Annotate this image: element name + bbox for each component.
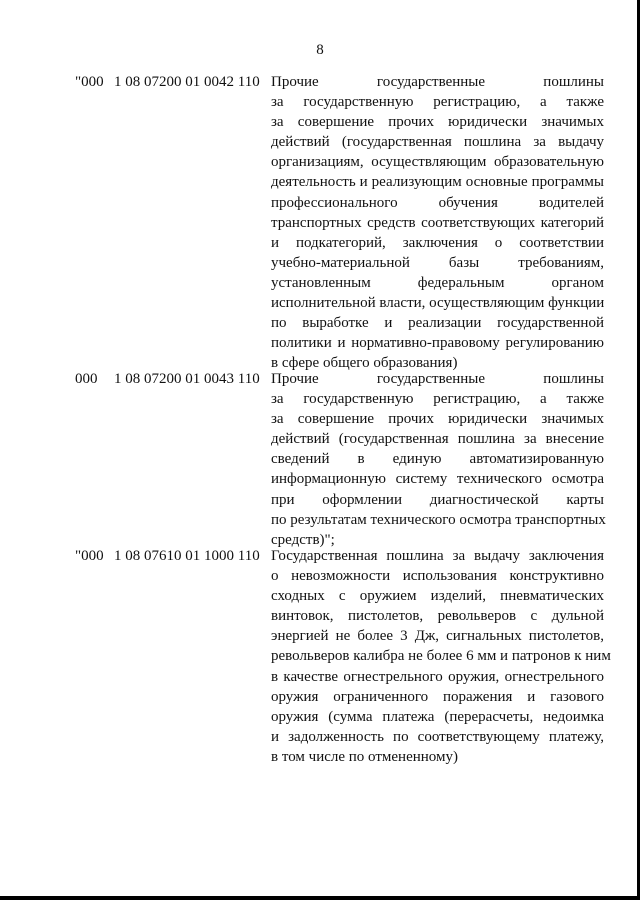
description-line: в качестве огнестрельного оружия, огнестрельного xyxy=(271,668,604,685)
revenue-description xyxy=(271,369,604,550)
description-line: за совершение прочих юридически значимых xyxy=(271,114,604,131)
description-line: исполнительной власти, осуществляющим функции xyxy=(271,295,605,312)
description-line: за совершение прочих юридически значимых xyxy=(271,411,604,428)
budget-classification-code: 1 08 07610 01 1000 110 xyxy=(114,548,260,564)
description-line: профессионального обучения водителей xyxy=(271,194,604,211)
description-line: оружия (сумма платежа (перерасчеты, недоимка xyxy=(271,708,604,725)
description-line: о невозможности использования конструктивно xyxy=(271,568,604,585)
description-line: учебно-материальной базы требованиям, xyxy=(271,254,604,271)
description-line: действий (государственная пошлина за выдачу xyxy=(271,134,604,151)
budget-classification-code: 1 08 07200 01 0042 110 xyxy=(114,74,260,90)
description-line: политики и нормативно-правовому регулированию xyxy=(271,335,604,352)
description-line: за государственную регистрацию, а также xyxy=(271,94,604,111)
description-line: информационную систему технического осмотра xyxy=(271,471,604,488)
description-line: средств)"; xyxy=(271,531,335,548)
description-line: Прочие государственные пошлины xyxy=(271,371,604,387)
revenue-description xyxy=(271,72,604,373)
description-line: организациям, осуществляющим образовательную xyxy=(271,154,604,171)
description-line: револьверов калибра не более 6 мм и патронов к ним xyxy=(271,648,611,665)
description-line: энергией не более 3 Дж, сигнальных пистолетов, xyxy=(271,628,604,645)
description-line: Государственная пошлина за выдачу заключения xyxy=(271,548,604,564)
description-line: оружия ограниченного поражения и газового xyxy=(271,688,604,705)
description-line: транспортных средств соответствующих категорий xyxy=(271,214,604,231)
description-line: в сфере общего образования) xyxy=(271,355,458,372)
budget-classification-code: 1 08 07200 01 0043 110 xyxy=(114,371,260,387)
description-line: деятельность и реализующим основные программы xyxy=(271,174,604,191)
description-line: при оформлении диагностической карты xyxy=(271,491,604,508)
revenue-description xyxy=(271,546,611,767)
description-line: и задолженность по соответствующему платежу, xyxy=(271,728,604,745)
description-line: винтовок, пистолетов, револьверов с дульной xyxy=(271,608,604,625)
description-line: сходных с оружием изделий, пневматических xyxy=(271,588,604,605)
description-line: по выработке и реализации государственной xyxy=(271,315,604,332)
description-line: по результатам технического осмотра транспортных xyxy=(271,511,606,528)
description-line: установленным федеральным органом xyxy=(271,274,604,291)
admin-code: 000 xyxy=(75,371,98,387)
description-line: в том числе по отмененному) xyxy=(271,748,458,765)
description-line: за государственную регистрацию, а также xyxy=(271,391,604,408)
description-line: и подкатегорий, заключения о соответствии xyxy=(271,234,604,251)
page-number: 8 xyxy=(316,42,324,58)
scan-edge-bottom xyxy=(0,896,640,900)
description-line: Прочие государственные пошлины xyxy=(271,74,604,90)
description-line: действий (государственная пошлина за внесение xyxy=(271,431,604,448)
admin-code: "000 xyxy=(75,74,104,90)
admin-code: "000 xyxy=(75,548,104,564)
description-line: сведений в единую автоматизированную xyxy=(271,451,604,468)
